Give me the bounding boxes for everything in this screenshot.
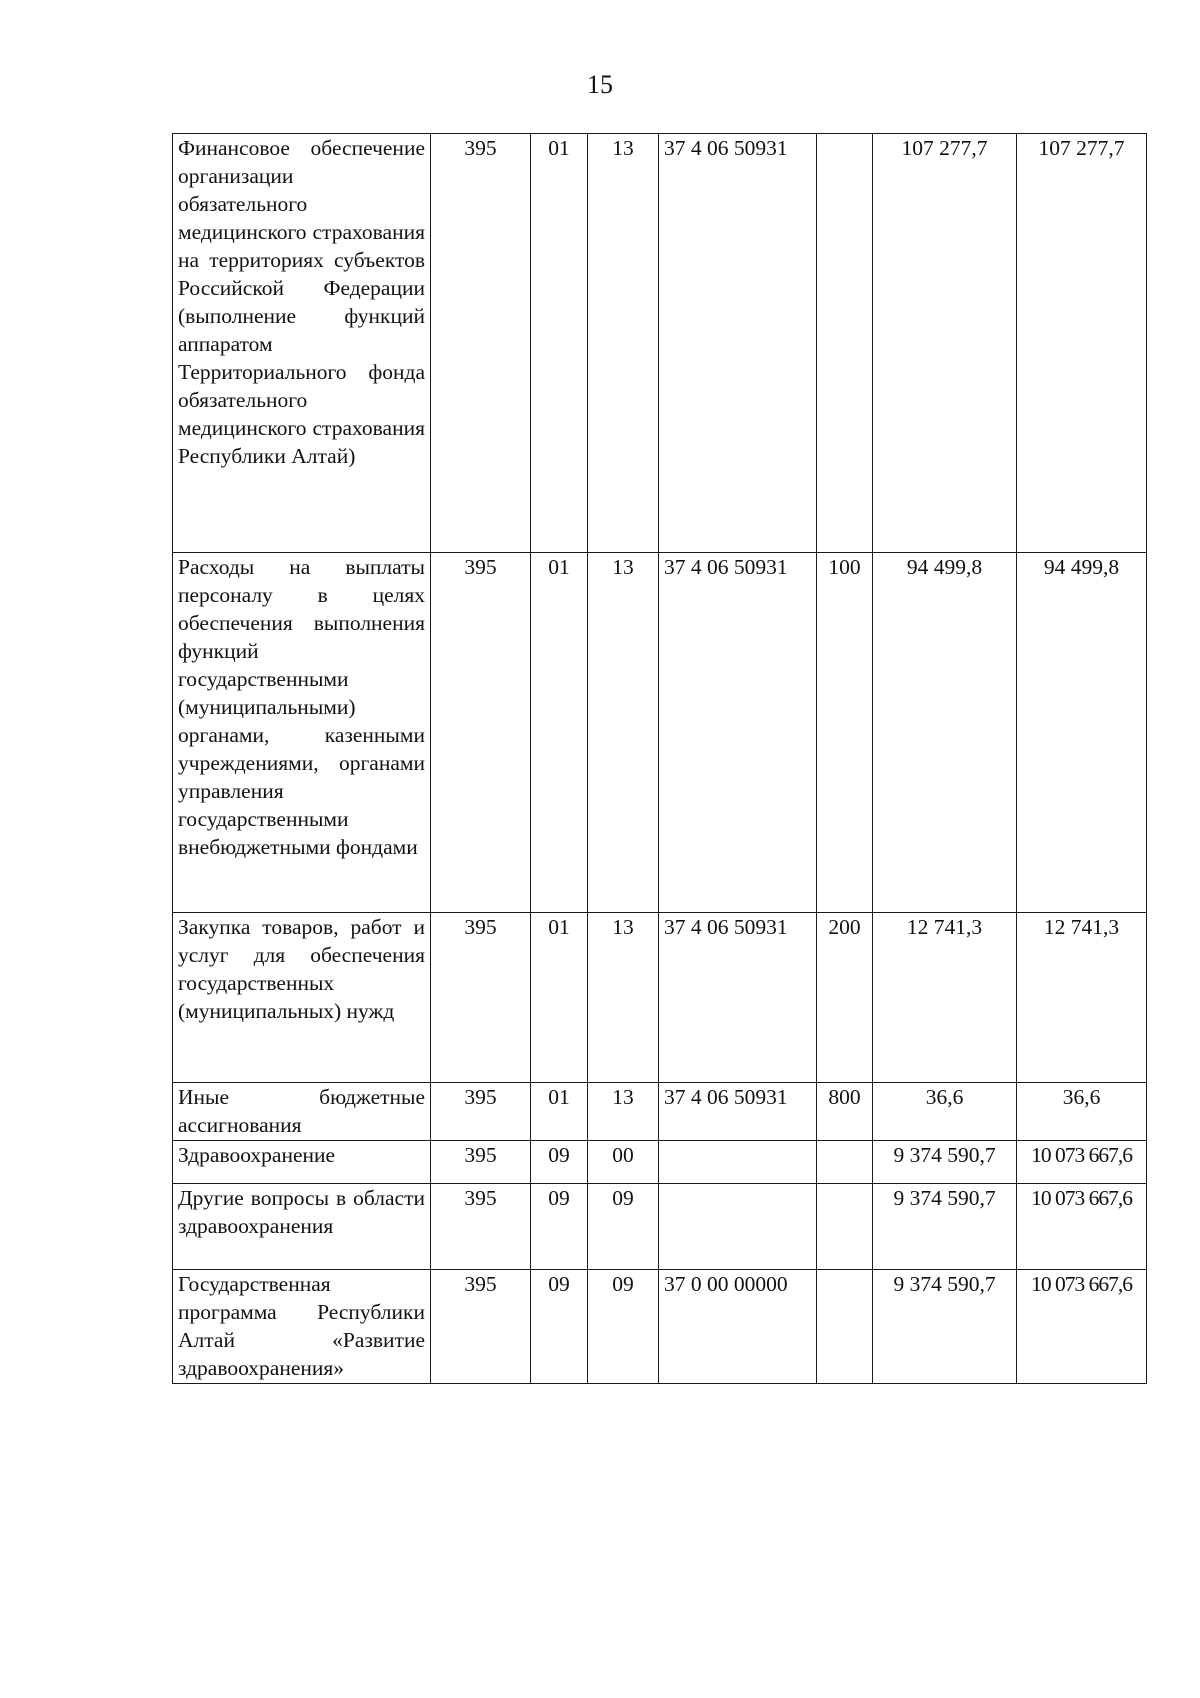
sum-second-year-cell: 107 277,7 <box>1017 134 1147 553</box>
admin-code-cell: 395 <box>431 1083 531 1141</box>
sum-first-year-cell: 9 374 590,7 <box>873 1270 1017 1384</box>
expense-type-cell: 200 <box>817 913 873 1083</box>
subsection-code-cell: 13 <box>588 553 659 913</box>
table-row <box>173 553 1147 913</box>
table-row <box>173 134 1147 553</box>
subsection-code-cell: 09 <box>588 1184 659 1270</box>
target-article-cell: 37 4 06 50931 <box>659 553 817 913</box>
section-code-cell: 01 <box>531 553 588 913</box>
admin-code-cell: 395 <box>431 134 531 553</box>
section-code-cell: 09 <box>531 1141 588 1184</box>
row-name-cell: Здравоохранение <box>173 1141 431 1184</box>
section-code-cell: 09 <box>531 1184 588 1270</box>
row-name-cell: Иные бюджетные ассигнования <box>173 1083 431 1141</box>
sum-first-year-cell: 12 741,3 <box>873 913 1017 1083</box>
subsection-code-cell: 13 <box>588 134 659 553</box>
expense-type-cell <box>817 134 873 553</box>
target-article-cell: 37 4 06 50931 <box>659 134 817 553</box>
expense-type-cell <box>817 1141 873 1184</box>
expense-type-cell: 800 <box>817 1083 873 1141</box>
target-article-cell: 37 0 00 00000 <box>659 1270 817 1384</box>
table-row <box>173 1083 1147 1141</box>
section-code-cell: 09 <box>531 1270 588 1384</box>
row-name-cell: Расходы на выплаты персоналу в целях обеспечения выполнения функций государственными (муниципальными) органами, казенными учреждениями, органами управления государственными внебюджетными фондами <box>173 553 431 913</box>
sum-second-year-cell: 10 073 667,6 <box>1017 1141 1147 1184</box>
expense-type-cell <box>817 1270 873 1384</box>
sum-first-year-cell: 36,6 <box>873 1083 1017 1141</box>
admin-code-cell: 395 <box>431 913 531 1083</box>
section-code-cell: 01 <box>531 1083 588 1141</box>
sum-second-year-cell: 94 499,8 <box>1017 553 1147 913</box>
sum-first-year-cell: 107 277,7 <box>873 134 1017 553</box>
row-name-cell: Государственная программа Республики Алтай «Развитие здравоохранения» <box>173 1270 431 1384</box>
table-row <box>173 1184 1147 1270</box>
page-number: 15 <box>587 70 613 99</box>
row-name-cell: Закупка товаров, работ и услуг для обеспечения государственных (муниципальных) нужд <box>173 913 431 1083</box>
subsection-code-cell: 09 <box>588 1270 659 1384</box>
sum-second-year-cell: 12 741,3 <box>1017 913 1147 1083</box>
target-article-cell <box>659 1184 817 1270</box>
table-row <box>173 913 1147 1083</box>
sum-second-year-cell: 36,6 <box>1017 1083 1147 1141</box>
admin-code-cell: 395 <box>431 553 531 913</box>
row-name-cell: Другие вопросы в области здравоохранения <box>173 1184 431 1270</box>
expense-type-cell <box>817 1184 873 1270</box>
target-article-cell <box>659 1141 817 1184</box>
subsection-code-cell: 00 <box>588 1141 659 1184</box>
admin-code-cell: 395 <box>431 1141 531 1184</box>
target-article-cell: 37 4 06 50931 <box>659 1083 817 1141</box>
section-code-cell: 01 <box>531 134 588 553</box>
sum-second-year-cell: 10 073 667,6 <box>1017 1270 1147 1384</box>
admin-code-cell: 395 <box>431 1270 531 1384</box>
target-article-cell: 37 4 06 50931 <box>659 913 817 1083</box>
sum-second-year-cell: 10 073 667,6 <box>1017 1184 1147 1270</box>
sum-first-year-cell: 9 374 590,7 <box>873 1184 1017 1270</box>
sum-first-year-cell: 9 374 590,7 <box>873 1141 1017 1184</box>
admin-code-cell: 395 <box>431 1184 531 1270</box>
expense-type-cell: 100 <box>817 553 873 913</box>
sum-first-year-cell: 94 499,8 <box>873 553 1017 913</box>
section-code-cell: 01 <box>531 913 588 1083</box>
table-row <box>173 1141 1147 1184</box>
row-name-cell: Финансовое обеспечение организации обязательного медицинского страхования на территориях субъектов Российской Федерации (выполнение функций аппаратом Территориального фонда обязательного медицинского страхования Республики Алтай) <box>173 134 431 553</box>
subsection-code-cell: 13 <box>588 913 659 1083</box>
subsection-code-cell: 13 <box>588 1083 659 1141</box>
budget-table <box>172 133 1147 1384</box>
table-row <box>173 1270 1147 1384</box>
